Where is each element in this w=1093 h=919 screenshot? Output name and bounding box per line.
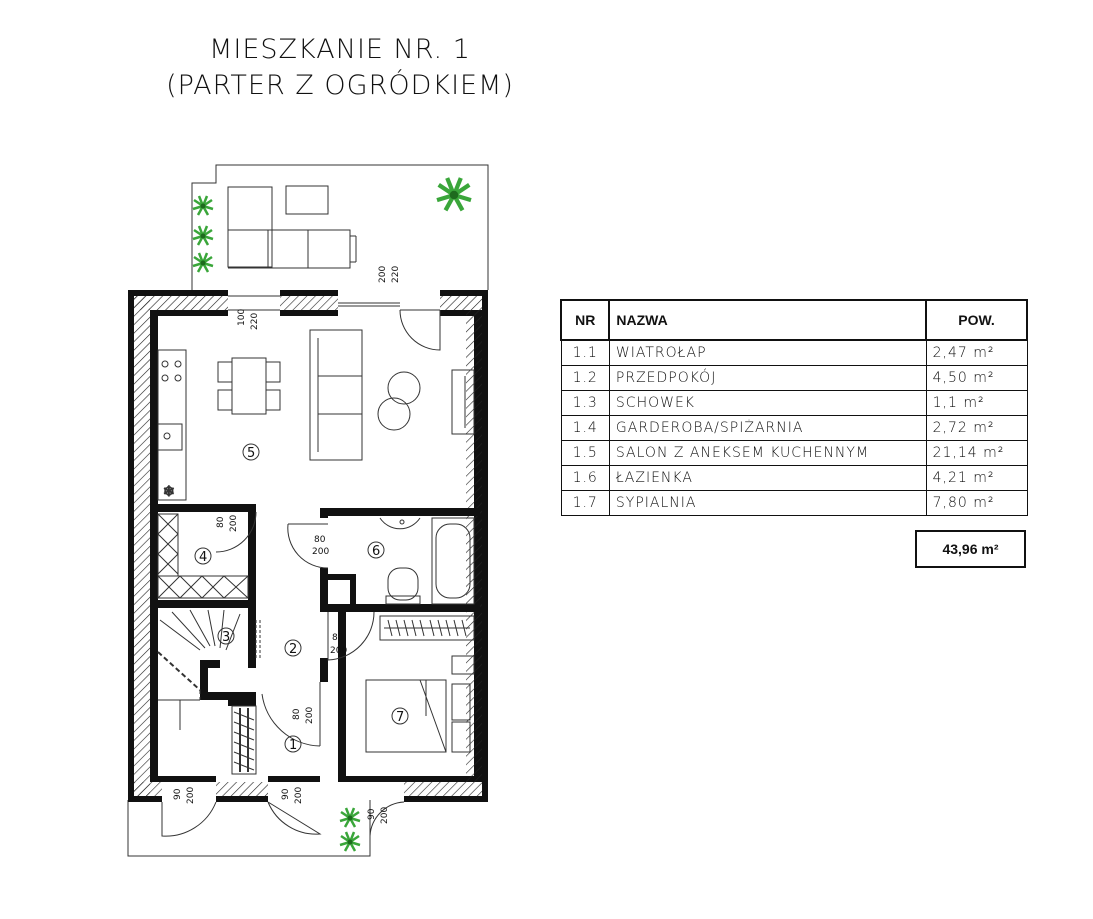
svg-text:90: 90 <box>173 788 183 800</box>
garden-table <box>286 186 328 214</box>
row-area: 4,21 m² <box>926 466 1027 491</box>
svg-text:200: 200 <box>378 265 388 283</box>
row-name: GARDEROBA/SPIŻARNIA <box>609 416 926 441</box>
svg-text:90: 90 <box>367 808 377 820</box>
row-area: 2,72 m² <box>926 416 1027 441</box>
bathroom-fixtures <box>288 518 474 604</box>
door-swings <box>162 612 404 836</box>
svg-text:90: 90 <box>281 788 291 800</box>
header-name: NAZWA <box>609 300 926 340</box>
row-area: 7,80 m² <box>926 491 1027 516</box>
svg-text:200: 200 <box>229 514 239 532</box>
row-nr: 1.1 <box>561 340 609 366</box>
svg-text:7: 7 <box>396 710 405 725</box>
garden-sofa <box>228 230 350 268</box>
row-name: ŁAZIENKA <box>609 466 926 491</box>
header-area: POW. <box>926 300 1027 340</box>
table-row <box>561 340 1027 366</box>
terrace-door-swing <box>400 310 440 350</box>
svg-text:6: 6 <box>372 544 381 559</box>
row-nr: 1.5 <box>561 441 609 466</box>
svg-text:80: 80 <box>292 708 302 720</box>
row-area: 4,50 m² <box>926 366 1027 391</box>
svg-text:80: 80 <box>332 633 344 643</box>
row-nr: 1.7 <box>561 491 609 516</box>
svg-text:220: 220 <box>391 265 401 283</box>
dining-table <box>218 358 280 414</box>
closet-rail <box>380 616 474 640</box>
svg-text:200: 200 <box>305 706 315 724</box>
plan-title: MIESZKANIE NR. 1 <box>209 34 471 65</box>
svg-text:3: 3 <box>222 630 231 645</box>
row-nr: 1.4 <box>561 416 609 441</box>
table-row <box>561 441 1027 466</box>
table-row <box>561 366 1027 391</box>
row-nr: 1.6 <box>561 466 609 491</box>
svg-text:220: 220 <box>250 312 260 330</box>
area-table <box>560 299 1028 516</box>
svg-text:200: 200 <box>380 806 390 824</box>
sofa <box>310 330 420 460</box>
row-name: SYPIALNIA <box>609 491 926 516</box>
svg-text:200: 200 <box>312 547 330 557</box>
svg-text:❄: ❄ <box>163 484 175 500</box>
entry-porch <box>128 800 370 856</box>
table-row <box>561 416 1027 441</box>
table-row <box>561 466 1027 491</box>
door-labels <box>173 266 401 824</box>
outer-walls <box>128 290 488 802</box>
terrace <box>192 165 488 290</box>
row-name: WIATROŁAP <box>609 340 926 366</box>
kitchen-counter <box>158 350 186 500</box>
svg-text:1: 1 <box>289 738 298 753</box>
header-nr: NR <box>561 300 609 340</box>
row-nr: 1.2 <box>561 366 609 391</box>
plan-subtitle: (PARTER Z OGRÓDKIEM) <box>166 70 514 101</box>
table-row <box>561 491 1027 516</box>
bed <box>366 656 474 752</box>
shoe-cabinet <box>232 706 256 774</box>
svg-text:5: 5 <box>247 446 256 461</box>
row-area: 1,1 m² <box>926 391 1027 416</box>
row-name: PRZEDPOKÓJ <box>609 366 926 391</box>
svg-text:80: 80 <box>314 535 326 545</box>
row-nr: 1.3 <box>561 391 609 416</box>
row-name: SALON Z ANEKSEM KUCHENNYM <box>609 441 926 466</box>
svg-text:200: 200 <box>330 646 348 656</box>
svg-text:80: 80 <box>216 516 226 528</box>
row-area: 2,47 m² <box>926 340 1027 366</box>
table-row <box>561 391 1027 416</box>
row-name: SCHOWEK <box>609 391 926 416</box>
svg-text:100: 100 <box>237 308 247 326</box>
svg-text:200: 200 <box>186 786 196 804</box>
row-area: 21,14 m² <box>926 441 1027 466</box>
total-area: 43,96 m² <box>915 530 1026 568</box>
stairs <box>158 610 260 730</box>
room-number-labels <box>199 446 404 753</box>
svg-text:200: 200 <box>294 786 304 804</box>
svg-text:4: 4 <box>199 550 208 565</box>
svg-text:2: 2 <box>289 642 298 657</box>
table-header-row <box>561 300 1027 340</box>
